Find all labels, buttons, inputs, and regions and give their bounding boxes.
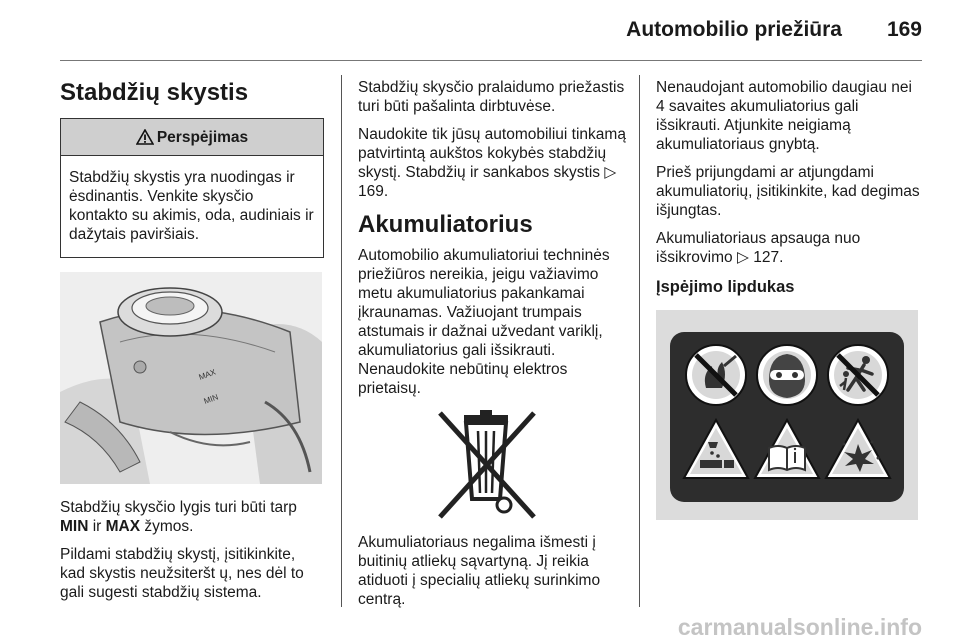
svg-text:MIN: MIN	[202, 392, 220, 406]
max-mark-label: MAX	[105, 518, 141, 535]
watermark: carmanualsonline.info	[677, 614, 922, 640]
keep-away-children-icon	[828, 345, 888, 405]
section-heading-warning-label: Įspėjimo lipdukas	[656, 278, 795, 296]
no-fire-icon	[686, 345, 746, 405]
page-ref-arrow-icon: ▷	[736, 249, 749, 266]
header-divider	[60, 60, 922, 61]
ignition-off-text: Prieš prijungdami ar atjungdami akumuliatorių, įsitikinkite, kad degimas išjungtas.	[656, 164, 920, 219]
column-3	[656, 78, 924, 520]
level-end-text: žymos.	[140, 518, 194, 535]
fluid-level-text: Stabdžių skysčio lygis turi būti tarp	[60, 499, 297, 516]
eye-protection-icon	[757, 345, 817, 405]
svg-text:MAX: MAX	[197, 367, 217, 382]
page-ref-arrow-icon: ▷	[604, 164, 617, 181]
fluid-quality-text: Naudokite tik jūsų automobiliui tinkamą patvirtintą aukštos kokybės stabdžių skystį. Stabdžių ir sankabos skystis	[358, 126, 626, 181]
brake-fluid-reservoir-photo	[60, 272, 322, 484]
column-2	[358, 78, 630, 618]
discharge-protection-text: Akumuliatoriaus apsauga nuo išsikrovimo	[656, 230, 861, 266]
level-connector-text: ir	[88, 518, 106, 535]
column-1	[60, 78, 324, 611]
warning-box	[60, 118, 324, 258]
long-storage-text: Nenaudojant automobilio daugiau nei 4 savaites akumuliatorius gali išsikrauti. Atjunkite neigiamą akumuliatoriaus gnybtą.	[656, 79, 912, 153]
min-mark-label: MIN	[60, 518, 89, 535]
battery-warning-label	[656, 310, 918, 520]
crossed-bin-icon	[358, 407, 630, 527]
warning-label-panel	[656, 310, 918, 520]
fill-instruction-text: Pildami stabdžių skystį, įsitikinkite, kad skystis neužsiteršt ų, nes dėl to gali sugesti stabdžių sistema.	[60, 546, 304, 601]
page-number: 169	[886, 18, 922, 41]
column-divider-2	[639, 75, 640, 607]
disposal-symbol	[358, 407, 630, 527]
page-ref-link[interactable]: 169.	[358, 183, 389, 200]
brake-leak-text: Stabdžių skysčio pralaidumo priežastis turi būti pašalinta dirbtuvėse.	[358, 79, 625, 115]
page-ref-link[interactable]: 127.	[753, 249, 784, 266]
running-header-title: Automobilio priežiūra	[626, 18, 842, 41]
battery-disposal-text: Akumuliatoriaus negalima išmesti į buitinių atliekų sąvartyną. Jį reikia atiduoti į specialių atliekų surinkimo centrą.	[358, 534, 601, 608]
section-heading-brake-fluid: Stabdžių skystis	[60, 79, 249, 106]
warning-triangle-icon	[136, 129, 154, 145]
warning-text: Stabdžių skystis yra nuodingas ir ėsdinantis. Venkite skysčio kontakto su akimis, oda, audiniais ir dažytais paviršiais.	[69, 169, 314, 243]
column-divider-1	[341, 75, 342, 607]
warning-header	[61, 119, 323, 156]
battery-maintenance-text: Automobilio akumuliatoriui techninės priežiūros nereikia, jeigu važiavimo metu akumuliatorius pakankamai įkraunamas. Važiuojant trumpais atstumais ir dažnai užvedant variklį, akumuliatorius gali išsikrauti. Nenaudokite nebūtinų elektros prietaisų.	[358, 247, 610, 397]
warning-title: Perspėjimas	[156, 128, 249, 146]
section-heading-battery: Akumuliatorius	[358, 211, 533, 238]
